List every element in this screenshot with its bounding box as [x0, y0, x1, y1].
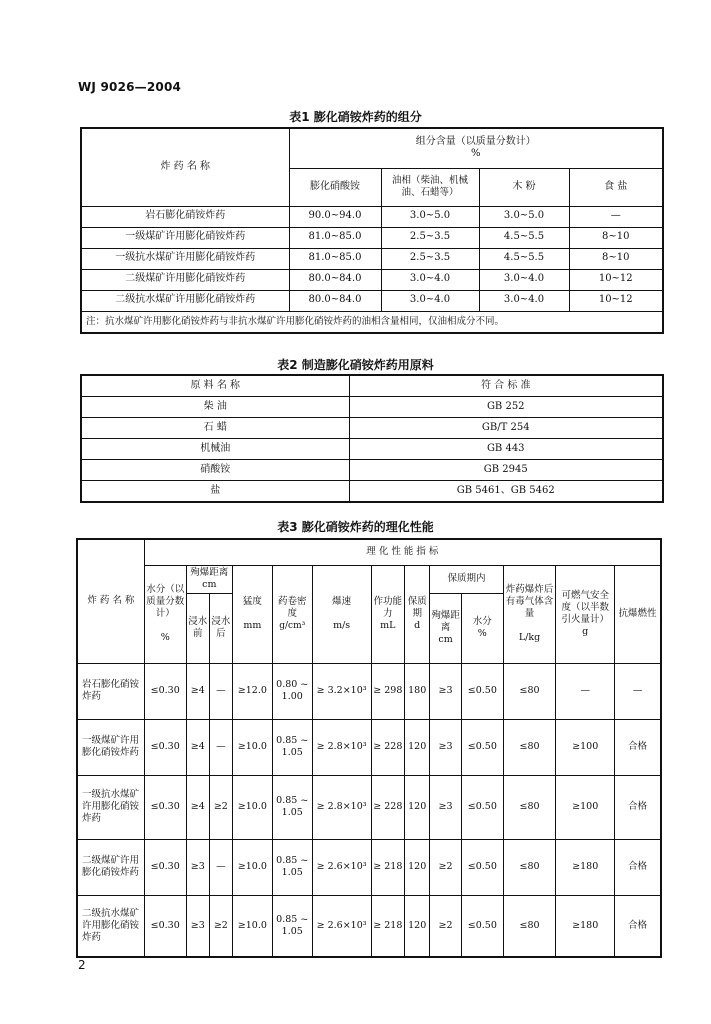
document-code: WJ 9026—2004: [78, 80, 182, 94]
table3-h-gap: 殉爆距离 cm: [186, 565, 232, 593]
table-row: 石 蜡 GB/T 254: [81, 418, 663, 439]
table3-h-gas: 可燃气安全度（以半数引火量计） g: [556, 565, 615, 663]
table-row: 二级煤矿许用膨化硝铵炸药 ≤0.30 ≥3 — ≥10.0 0.85 ~ 1.05 ≥ 2.6×10³ ≥ 218 120 ≥2 ≤0.50 ≤80 ≥180 合格: [77, 839, 661, 895]
table3-h-shelf: 保质期 d: [405, 565, 430, 663]
table1-sub-header: 膨化硝酸铵: [289, 168, 381, 206]
table1-group-head: 组分含量（以质量分数计） %: [289, 128, 663, 168]
table-row: 一级煤矿许用膨化硝铵炸药 ≤0.30 ≥4 — ≥10.0 0.85 ~ 1.05 ≥ 2.8×10³ ≥ 228 120 ≥3 ≤0.50 ≤80 ≥100 合格: [77, 719, 661, 775]
table1-composition: [80, 127, 664, 334]
table1-sub-header: 食 盐: [569, 168, 663, 206]
table1-sub-header: 木 粉: [479, 168, 569, 206]
table-row: 柴 油 GB 252: [81, 397, 663, 418]
table-row: 盐 GB 5461、GB 5462: [81, 481, 663, 503]
table1-sub-header: 油相（柴油、机械油、石蜡等）: [381, 168, 479, 206]
table3-h-brisance: 猛度 mm: [232, 565, 272, 663]
table1-caption: 表1 膨化硝铵炸药的组分: [289, 110, 422, 124]
table3-h-water: 水分（以质量分数计） %: [144, 565, 186, 663]
table-row: 二级抗水煤矿许用膨化硝铵炸药 80.0~84.0 3.0~4.0 3.0~4.0 10~12: [81, 290, 663, 311]
table-row: 二级煤矿许用膨化硝铵炸药 80.0~84.0 3.0~4.0 3.0~4.0 10~12: [81, 269, 663, 290]
table-row: 一级抗水煤矿许用膨化硝铵炸药 ≤0.30 ≥4 ≥2 ≥10.0 0.85 ~ 1.05 ≥ 2.8×10³ ≥ 228 120 ≥3 ≤0.50 ≤80 ≥100 合格: [77, 775, 661, 839]
table3-h-gap-before: 浸水前: [186, 593, 209, 663]
table2-caption: 表2 制造膨化硝铵炸药用原料: [277, 358, 434, 372]
table-row: 一级煤矿许用膨化硝铵炸药 81.0~85.0 2.5~3.5 4.5~5.5 8~10: [81, 227, 663, 248]
table2-header-row: 原 料 名 称 符 合 标 准: [81, 375, 663, 397]
table3-h-anti: 抗爆燃性: [615, 565, 661, 663]
table-row: 机械油 GB 443: [81, 439, 663, 460]
table3-group-head: 理 化 性 能 指 标: [144, 539, 661, 565]
table2-raw-materials: [80, 374, 664, 503]
table3-h-gap-after: 浸水后: [209, 593, 232, 663]
table-row: 岩石膨化硝铵炸药 ≤0.30 ≥4 — ≥12.0 0.80 ~ 1.00 ≥ 3.2×10³ ≥ 298 180 ≥3 ≤0.50 ≤80 — —: [77, 663, 661, 719]
table3-caption: 表3 膨化硝铵炸药的理化性能: [277, 520, 434, 534]
table-row: 二级抗水煤矿许用膨化硝铵炸药 ≤0.30 ≥3 ≥2 ≥10.0 0.85 ~ 1.05 ≥ 2.6×10³ ≥ 218 120 ≥2 ≤0.50 ≤80 ≥180 合格: [77, 895, 661, 957]
table3-properties: [76, 538, 662, 958]
table3-h-velocity: 爆速 m/s: [312, 565, 371, 663]
table-row: 岩石膨化硝铵炸药 90.0~94.0 3.0~5.0 3.0~5.0 —: [81, 206, 663, 227]
table3-col-name: 炸 药 名 称: [77, 539, 144, 663]
table3-h-within-gap: 殉爆距离 cm: [430, 593, 462, 663]
table1-col-name: 炸 药 名 称: [81, 128, 289, 206]
table3-h-within-water: 水分 %: [461, 593, 503, 663]
table3-h-work: 作功能力 mL: [371, 565, 405, 663]
table3-h-toxic: 炸药爆炸后有毒气体含量 L/kg: [503, 565, 556, 663]
table3-h-density: 药卷密度 g/cm³: [272, 565, 312, 663]
table-row: 一级抗水煤矿许用膨化硝铵炸药 81.0~85.0 2.5~3.5 4.5~5.5 8~10: [81, 248, 663, 269]
table3-h-within: 保质期内: [430, 565, 504, 593]
table1-note: 注：抗水煤矿许用膨化硝铵炸药与非抗水煤矿许用膨化硝铵炸药的油相含量相同，仅油相成分不同。: [81, 311, 663, 333]
page-number: 2: [78, 958, 86, 972]
table-row: 硝酸铵 GB 2945: [81, 460, 663, 481]
